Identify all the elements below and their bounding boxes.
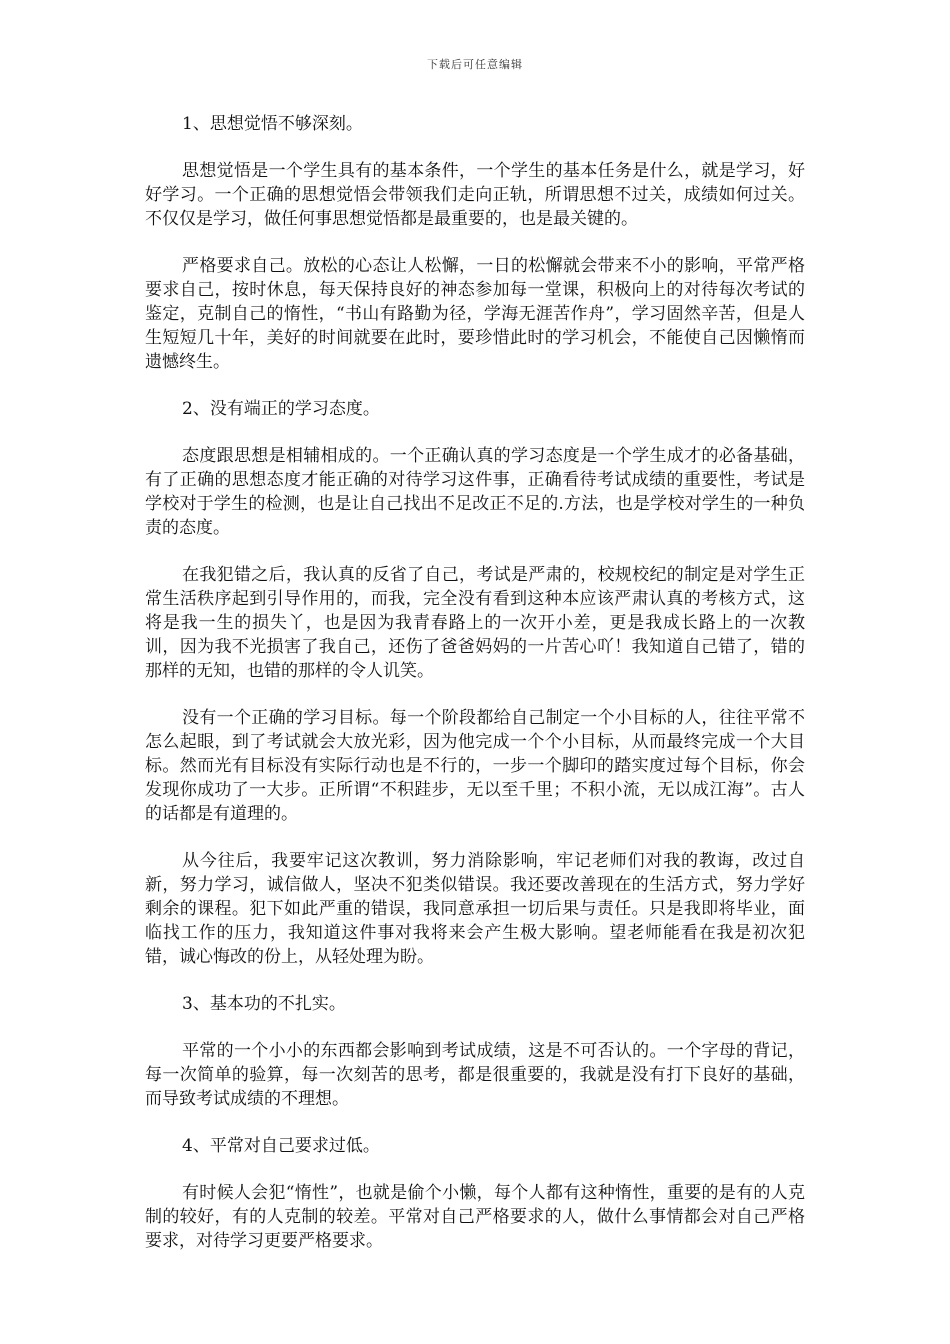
- paragraph: 有时候人会犯“惰性”，也就是偷个小懒，每个人都有这种惰性，重要的是有的人克制的较好，有的人克制的较差。平常对自己严格要求的人，做什么事情都会对自己严格要求，对待学习更要严格要求。: [145, 1183, 805, 1251]
- page-header-note: 下载后可任意编辑: [427, 58, 523, 71]
- paragraph: 从今往后，我要牢记这次教训，努力消除影响，牢记老师们对我的教诲，改过自新，努力学习，诚信做人，坚决不犯类似错误。我还要改善现在的生活方式，努力学好剩余的课程。犯下如此严重的错误，我同意承担一切后果与责任。只是我即将毕业，面临找工作的压力，我知道这件事对我将来会产生极大影响。望老师能看在我是初次犯错，诚心悔改的份上，从轻处理为盼。: [145, 851, 805, 967]
- section-heading-2: 2、没有端正的学习态度。: [182, 399, 380, 419]
- paragraph: 平常的一个小小的东西都会影响到考试成绩，这是不可否认的。一个字母的背记，每一次简单的验算，每一次刻苦的思考，都是很重要的，我就是没有打下良好的基础，而导致考试成绩的不理想。: [145, 1041, 805, 1109]
- paragraph: 严格要求自己。放松的心态让人松懈，一日的松懈就会带来不小的影响，平常严格要求自己，按时休息，每天保持良好的神态参加每一堂课，积极向上的对待每次考试的鉴定，克制自己的惰性，“书山有路勤为径，学海无涯苦作舟”，学习固然辛苦，但是人生短短几十年，美好的时间就要在此时，要珍惜此时的学习机会，不能使自己因懒惰而遗憾终生。: [145, 256, 805, 372]
- paragraph: 态度跟思想是相辅相成的。一个正确认真的学习态度是一个学生成才的必备基础，有了正确的思想态度才能正确的对待学习这件事，正确看待考试成绩的重要性，考试是学校对于学生的检测，也是让自己找出不足改正不足的.方法，也是学校对学生的一种负责的态度。: [145, 446, 805, 538]
- paragraph: 在我犯错之后，我认真的反省了自己，考试是严肃的，校规校纪的制定是对学生正常生活秩序起到引导作用的，而我，完全没有看到这种本应该严肃认真的考核方式，这将是我一生的损失丫，也是因为我青春路上的一次开小差，更是我成长路上的一次教训，因为我不光损害了我自己，还伤了爸爸妈妈的一片苦心吖！我知道自己错了，错的那样的无知，也错的那样的令人讥笑。: [145, 565, 805, 681]
- paragraph: 没有一个正确的学习目标。每一个阶段都给自己制定一个小目标的人，往往平常不怎么起眼，到了考试就会大放光彩，因为他完成一个个小目标，从而最终完成一个大目标。然而光有目标没有实际行动也是不行的，一步一个脚印的踏实度过每个目标，你会发现你成功了一大步。正所谓“不积跬步，无以至千里；不积小流，无以成江海”。古人的话都是有道理的。: [145, 708, 805, 824]
- section-heading-3: 3、基本功的不扎实。: [182, 994, 346, 1014]
- paragraph: 思想觉悟是一个学生具有的基本条件，一个学生的基本任务是什么，就是学习，好好学习。一个正确的思想觉悟会带领我们走向正轨，所谓思想不过关，成绩如何过关。不仅仅是学习，做任何事思想觉悟都是最重要的，也是最关键的。: [145, 161, 805, 229]
- section-heading-4: 4、平常对自己要求过低。: [182, 1136, 380, 1156]
- section-heading-1: 1、思想觉悟不够深刻。: [182, 114, 363, 134]
- document-body: [145, 112, 805, 1276]
